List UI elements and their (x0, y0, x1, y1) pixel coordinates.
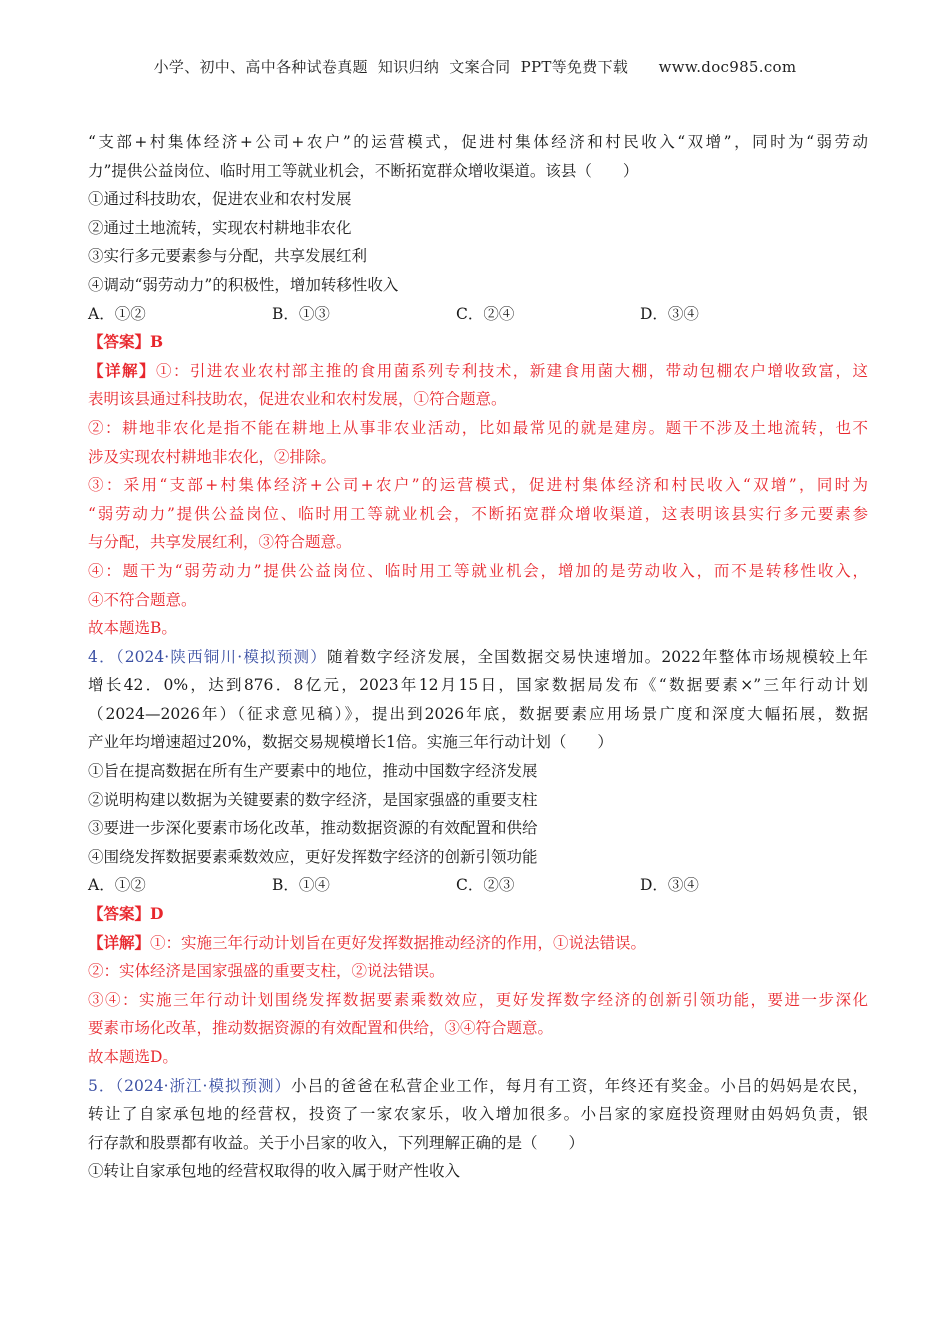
question-number: 5． (88, 1076, 116, 1095)
question-stem-line: 产业年均增速超过20%，数据交易规模增长1倍。实施三年行动计划（ ） (88, 733, 613, 752)
question-source: （2024·陕西铜川·模拟预测） (115, 647, 327, 666)
detail-line: ④：题干为“弱劳动力”提供公益岗位、临时用工等就业机会，增加的是劳动收入，而不是转移性收入， (88, 561, 868, 580)
question-stem-line: 4．（2024·陕西铜川·模拟预测）随着数字经济发展，全国数据交易快速增加。2022年整体市场规模较上年 (88, 647, 868, 666)
answer-line: 【答案】B (88, 332, 164, 352)
statement-item: ①旨在提高数据在所有生产要素中的地位，推动中国数字经济发展 (88, 762, 538, 781)
detail-line: 涉及实现农村耕地非农化，②排除。 (88, 447, 337, 466)
question-stem-line: 力”提供公益岗位、临时用工等就业机会，不断拓宽群众增收渠道。该县（ ） (88, 161, 639, 180)
option-a: A．①② (88, 304, 146, 323)
question-stem-line: 转让了自家承包地的经营权，投资了一家农家乐，收入增加很多。小吕家的家庭投资理财由妈妈负责，银 (88, 1105, 868, 1124)
detail-line: 要素市场化改革，推动数据资源的有效配置和供给，③④符合题意。 (88, 1019, 554, 1038)
question-5 (88, 1072, 868, 1186)
question-stem-line: “支部+村集体经济+公司+农户”的运营模式，促进村集体经济和村民收入“双增”，同时为“弱劳动 (88, 133, 868, 151)
answer-options (88, 300, 868, 329)
detail-line: ②：实体经济是国家强盛的重要支柱，②说法错误。 (88, 962, 445, 981)
detail-line: 【详解】①：实施三年行动计划旨在更好发挥数据推动经济的作用，①说法错误。 (88, 932, 647, 952)
detail-line: “弱劳动力”提供公益岗位、临时用工等就业机会，不断拓宽群众增收渠道，这表明该县实行多元要素参 (88, 504, 868, 523)
option-c: C．②④ (456, 304, 515, 323)
question-4 (88, 643, 868, 1072)
detail-line: ②：耕地非农化是指不能在耕地上从事非农业活动，比如最常见的就是建房。题干不涉及土地流转，也不 (88, 418, 868, 437)
answer-options (88, 871, 868, 900)
option-a: A．①② (88, 876, 146, 895)
detail-line: 表明该县通过科技助农，促进农业和农村发展，①符合题意。 (88, 390, 507, 409)
detail-label: 【详解】 (88, 932, 151, 952)
statement-item: ③要进一步深化要素市场化改革，推动数据资源的有效配置和供给 (88, 819, 538, 838)
detail-line: ③④：实施三年行动计划围绕发挥数据要素乘数效应，更好发挥数字经济的创新引领功能，要进一步深化 (88, 990, 868, 1009)
question-3 (88, 128, 868, 643)
option-d: D．③④ (640, 304, 699, 323)
statement-item: ②说明构建以数据为关键要素的数字经济，是国家强盛的重要支柱 (88, 790, 538, 809)
option-c: C．②③ (456, 876, 515, 895)
question-stem-line: 行存款和股票都有收益。关于小吕家的收入，下列理解正确的是（ ） (88, 1133, 585, 1152)
conclusion-line: 故本题选B。 (88, 619, 177, 638)
detail-line: ③：采用“支部+村集体经济+公司+农户”的运营模式，促进村集体经济和村民收入“双增”，同时为 (88, 476, 868, 495)
statement-item: ①转让自家承包地的经营权取得的收入属于财产性收入 (88, 1162, 461, 1181)
statement-item: ④围绕发挥数据要素乘数效应，更好发挥数字经济的创新引领功能 (88, 847, 538, 866)
detail-line: ④不符合题意。 (88, 590, 197, 609)
option-b: B．①④ (272, 876, 330, 895)
option-d: D．③④ (640, 876, 699, 895)
statement-item: ④调动“弱劳动力”的积极性，增加转移性收入 (88, 275, 399, 294)
question-stem-line: （2024—2026年）（征求意见稿）》，提出到2026年底，数据要素应用场景广度和深度大幅拓展，数据 (88, 704, 868, 723)
conclusion-line: 故本题选D。 (88, 1048, 178, 1066)
question-stem-line: 增长42．0%，达到876．8亿元，2023年12月15日，国家数据局发布《“数据要素×”三年行动计划 (88, 676, 868, 695)
option-b: B．①③ (272, 304, 330, 323)
page-header: 小学、初中、高中各种试卷真题 知识归纳 文案合同 PPT等免费下载 www.doc985.com (153, 58, 797, 76)
question-source: （2024·浙江·模拟预测） (115, 1076, 292, 1095)
document-body (88, 128, 868, 1186)
detail-line: 【详解】①：引进农业农村部主推的食用菌系列专利技术，新建食用菌大棚，带动包棚农户增收致富，这 (88, 360, 868, 380)
detail-line: 与分配，共享发展红利，③符合题意。 (88, 533, 352, 552)
statement-item: ②通过土地流转，实现农村耕地非农化 (88, 218, 352, 237)
question-number: 4． (88, 647, 116, 666)
statement-item: ①通过科技助农，促进农业和农村发展 (88, 190, 352, 209)
statement-item: ③实行多元要素参与分配，共享发展红利 (88, 247, 368, 266)
question-stem-line: 5．（2024·浙江·模拟预测）小吕的爸爸在私营企业工作，每月有工资，年终还有奖金。小吕的妈妈是农民， (88, 1076, 868, 1095)
detail-label: 【详解】 (88, 360, 156, 380)
answer-line: 【答案】D (88, 904, 164, 924)
